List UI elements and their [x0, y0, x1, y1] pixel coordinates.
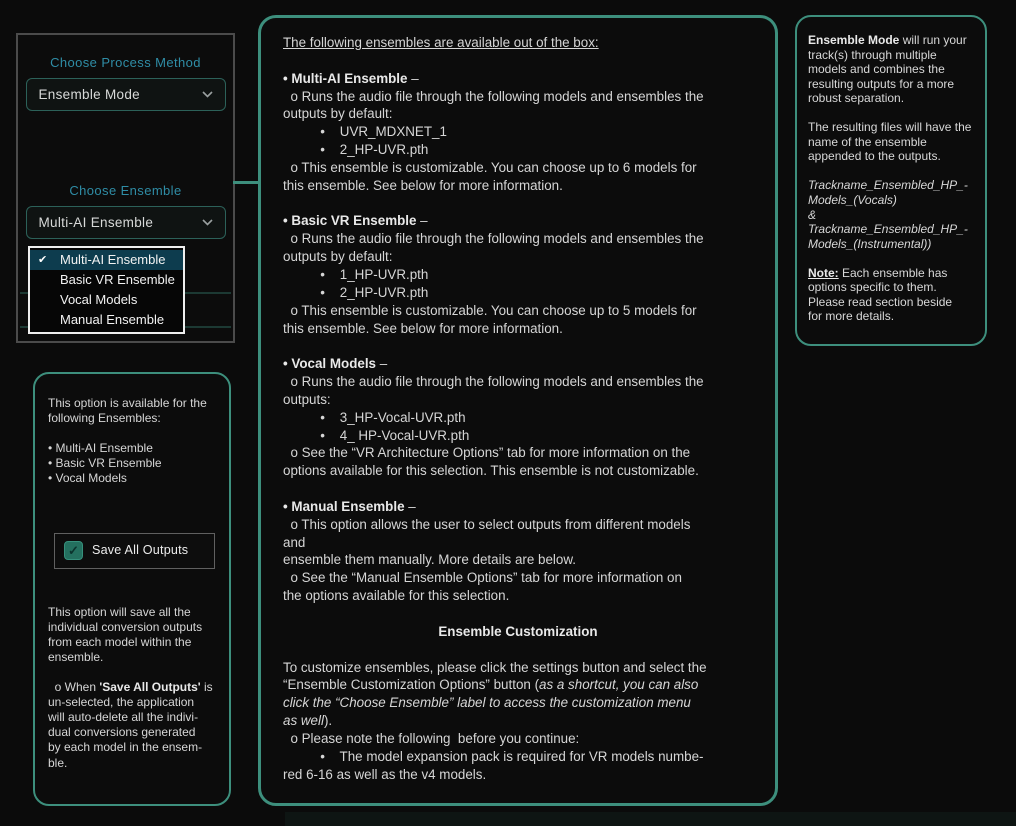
ensembles-doc-panel: [258, 15, 778, 806]
text-line: • 2_HP-UVR.pth: [283, 284, 429, 300]
text-line: Trackname_Ensembled_HP_-: [808, 222, 968, 237]
dropdown-option-label: Basic VR Ensemble: [60, 272, 175, 287]
text-line: o See the “VR Architecture Options” tab for more information on the: [283, 445, 691, 461]
text-line: dual conversions generated: [48, 725, 196, 740]
text-line: Ensemble Mode will run your: [808, 33, 967, 47]
footer-strip: [285, 812, 1016, 826]
text-line: &: [808, 207, 817, 222]
text-line: this ensemble. See below for more information.: [283, 177, 563, 193]
ensemble-dropdown-option[interactable]: [30, 270, 183, 290]
dropdown-option-label: Multi-AI Ensemble: [60, 252, 166, 267]
text-line: • 1_HP-UVR.pth: [283, 266, 429, 282]
text-line: models and combines the: [808, 62, 945, 77]
text-line: by each model in the ensem-: [48, 740, 203, 755]
text-line: outputs:: [283, 391, 331, 407]
text-line: o Runs the audio file through the following models and ensembles the: [283, 88, 704, 104]
text-line: • Basic VR Ensemble –: [283, 213, 428, 229]
choose-ensemble-label[interactable]: Choose Ensemble: [69, 183, 182, 198]
text-line: • Vocal Models: [48, 471, 127, 486]
text-line: ble.: [48, 755, 68, 770]
chevron-down-icon: [202, 91, 213, 98]
save-all-outputs-checkbox[interactable]: [54, 533, 215, 569]
text-line: This option will save all the: [48, 604, 191, 619]
text-line: this ensemble. See below for more information.: [283, 320, 563, 336]
text-line: [283, 195, 753, 213]
text-line: appended to the outputs.: [808, 149, 941, 164]
text-line: individual conversion outputs: [48, 619, 203, 634]
text-line: outputs by default:: [283, 106, 393, 122]
text-line: as well).: [283, 713, 333, 729]
text-line: red 6-16 as well as the v4 models.: [283, 766, 487, 782]
text-line: To customize ensembles, please click the settings button and select the: [283, 659, 707, 675]
text-line: [283, 641, 753, 659]
text-line: [283, 605, 753, 623]
text-line: [808, 251, 974, 266]
ensemble-dropdown-list: [28, 246, 185, 334]
text-line: [283, 480, 753, 498]
text-line: • The model expansion pack is required for VR models numbe-: [283, 748, 704, 764]
ensembles-doc-text: [283, 34, 753, 783]
process-method-label: Choose Process Method: [50, 55, 201, 70]
text-line: Please read section beside: [808, 294, 953, 309]
text-line: o See the “Manual Ensemble Options” tab for more information on: [283, 570, 682, 586]
ensemble-select[interactable]: [26, 206, 226, 239]
checkbox-checked-icon: [64, 541, 83, 560]
checkmark-icon: ✔: [38, 254, 48, 266]
text-line: [48, 665, 216, 680]
text-line: This option is available for the: [48, 396, 207, 410]
text-line: track(s) through multiple: [808, 47, 937, 62]
text-line: o This ensemble is customizable. You can choose up to 5 models for: [283, 302, 697, 318]
save-outputs-panel: [33, 372, 231, 806]
text-line: [283, 52, 753, 70]
text-line: o Runs the audio file through the following models and ensembles the: [283, 374, 704, 390]
text-line: o Please note the following before you continue:: [283, 730, 580, 746]
text-line: [808, 106, 974, 121]
text-line: The following ensembles are available out of the box:: [283, 35, 599, 50]
text-line: ensemble.: [48, 649, 104, 664]
text-line: • UVR_MDXNET_1: [283, 124, 447, 140]
panel-connector-line: [233, 181, 260, 184]
ensemble-dropdown-option[interactable]: [30, 290, 183, 310]
text-line: ensemble them manually. More details are below.: [283, 552, 577, 568]
text-line: o When 'Save All Outputs' is: [48, 680, 213, 695]
text-line: • Multi-AI Ensemble: [48, 441, 153, 456]
text-line: o This option allows the user to select outputs from different models: [283, 516, 691, 532]
text-line: options available for this selection. This ensemble is not customizable.: [283, 463, 699, 479]
text-line: outputs by default:: [283, 249, 393, 265]
text-line: [283, 337, 753, 355]
dropdown-option-label: Manual Ensemble: [60, 312, 165, 327]
text-line: following Ensembles:: [48, 411, 161, 426]
checkmark-icon: ✓: [68, 543, 79, 559]
chevron-down-icon: [202, 219, 213, 226]
dropdown-option-label: Vocal Models: [60, 292, 138, 307]
text-line: options specific to them.: [808, 280, 937, 295]
text-line: Note: Each ensemble has: [808, 265, 948, 280]
text-line: the options available for this selection.: [283, 588, 510, 604]
text-line: The resulting files will have the: [808, 120, 972, 135]
text-line: name of the ensemble: [808, 134, 927, 149]
text-line: o This ensemble is customizable. You can choose up to 6 models for: [283, 159, 697, 175]
text-line: • Basic VR Ensemble: [48, 456, 162, 471]
text-line: Models_(Vocals): [808, 193, 897, 208]
save-outputs-intro-text: [48, 396, 216, 487]
text-line: Trackname_Ensembled_HP_-: [808, 178, 968, 193]
text-line: • Manual Ensemble –: [283, 498, 416, 514]
checkbox-label: Save All Outputs: [92, 543, 189, 558]
text-line: and: [283, 534, 306, 550]
text-line: • Vocal Models –: [283, 356, 388, 372]
text-line: un-selected, the application: [48, 695, 195, 710]
save-outputs-detail-text: [48, 605, 216, 771]
text-line: [48, 426, 216, 441]
text-line: • 4_ HP-Vocal-UVR.pth: [283, 427, 470, 443]
process-method-value: Ensemble Mode: [38, 87, 140, 102]
text-line: Ensemble Customization: [438, 623, 598, 639]
text-line: click the “Choose Ensemble” label to access the customization menu: [283, 695, 691, 711]
text-line: from each model within the: [48, 634, 192, 649]
process-method-select[interactable]: [26, 78, 226, 111]
text-line: • 2_HP-UVR.pth: [283, 142, 429, 158]
ensemble-select-value: Multi-AI Ensemble: [38, 215, 154, 230]
text-line: [808, 164, 974, 179]
text-line: “Ensemble Customization Options” button (as a shortcut, you can also: [283, 677, 699, 693]
text-line: • 3_HP-Vocal-UVR.pth: [283, 409, 466, 425]
ensemble-dropdown-option[interactable]: [30, 250, 183, 270]
text-line: • Multi-AI Ensemble –: [283, 70, 419, 86]
text-line: Models_(Instrumental)): [808, 236, 932, 251]
ensemble-mode-note-panel: [795, 15, 987, 346]
ensemble-mode-note-text: [808, 33, 974, 324]
text-line: for more details.: [808, 309, 895, 324]
text-line: robust separation.: [808, 91, 905, 106]
text-line: will auto-delete all the indivi-: [48, 710, 199, 725]
text-line: resulting outputs for a more: [808, 76, 955, 91]
ensemble-dropdown-option[interactable]: [30, 310, 183, 330]
text-line: o Runs the audio file through the following models and ensembles the: [283, 231, 704, 247]
